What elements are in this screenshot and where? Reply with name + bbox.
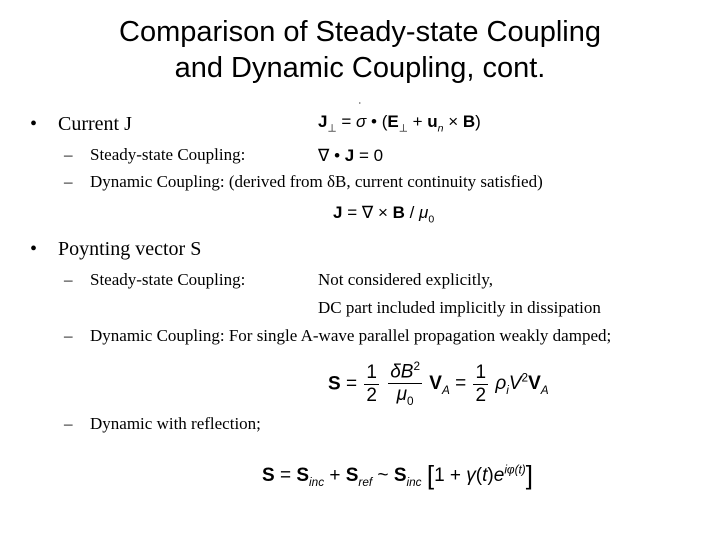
sub-poynting-dynamic-text: Dynamic Coupling: For single A-wave parallel propagation weakly damped;: [90, 326, 612, 345]
equation-j-perp: $J_\perp$ = ʿ σ • $(E_\perp + u_n \times B)$: [318, 101, 481, 135]
sub-poynting-steady-text: Steady-state Coupling:: [90, 270, 246, 289]
sub-poynting-steady-note-2: DC part included implicitly in dissipation: [318, 298, 601, 317]
bullet-poynting: [30, 237, 201, 261]
bullet-poynting-label: Poynting vector S: [58, 238, 202, 260]
equation-poynting-single: S = $\frac{1}{2}$ $\frac{\delta B^2}{\mu_0}$ $V_A$ = $\frac{1}{2}$ $\rho_iV^2V_A$: [328, 356, 549, 413]
bullet-current-label: Current J: [58, 113, 132, 135]
equation-j-curl: J = ∇ × B / $\mu_0$: [333, 203, 435, 226]
bullet-marker: •: [30, 113, 38, 135]
bullet-current: [30, 112, 132, 136]
dash: –: [64, 414, 73, 433]
sub-poynting-dynamic: [64, 325, 611, 346]
sub-poynting-steady: [64, 269, 245, 290]
dash: –: [64, 326, 73, 345]
slide-title: [0, 14, 720, 86]
sub-current-steady-text: Steady-state Coupling:: [90, 145, 246, 164]
sub-poynting-reflection-text: Dynamic with reflection;: [90, 414, 261, 433]
sub-current-dynamic-text: Dynamic Coupling: (derived from δB, current continuity satisfied): [90, 172, 543, 191]
dash: –: [64, 145, 73, 164]
sub-poynting-steady-note-1: Not considered explicitly,: [318, 270, 493, 289]
equation-poynting-reflection: $S = S_{inc} + S_{ref}$ ~ $S_{inc}$ $[1 + \gamma(t)e^{i\varphi(t)}]$: [262, 460, 533, 490]
equation-div-j: ∇ • J = 0: [318, 146, 384, 165]
title-line-1: Comparison of Steady-state Coupling: [119, 16, 601, 48]
dash: –: [64, 270, 73, 289]
title-line-2: and Dynamic Coupling, cont.: [174, 52, 546, 84]
sub-current-dynamic: [64, 171, 543, 192]
bullet-marker: •: [30, 238, 38, 260]
sub-poynting-reflection: [64, 413, 261, 434]
dash: –: [64, 172, 73, 191]
sub-current-steady: [64, 144, 245, 165]
